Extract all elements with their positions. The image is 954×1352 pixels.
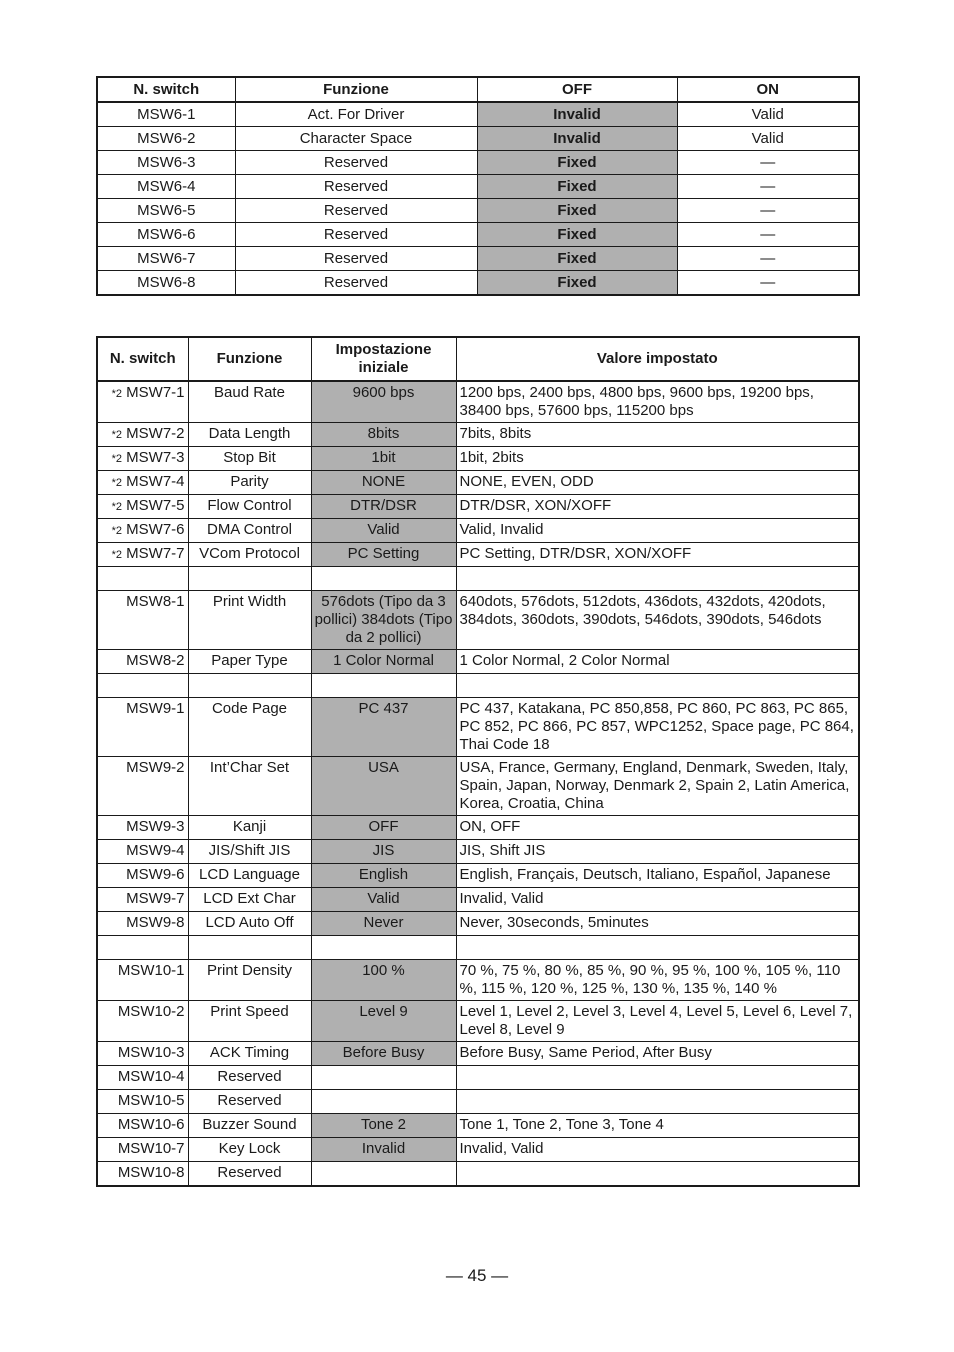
initial-setting-cell [311,1066,456,1090]
table-row [97,698,859,757]
switch-cell [97,543,188,567]
initial-setting-cell: Valid [311,519,456,543]
set-values-cell [456,1162,859,1187]
table-body [97,102,859,295]
header-function: Funzione [188,337,311,381]
set-values-cell: JIS, Shift JIS [456,840,859,864]
switch-cell: MSW6-1 [97,102,235,127]
switch-id: MSW8-2 [126,652,185,669]
set-values-cell [456,1066,859,1090]
switch-id: MSW7-1 [126,384,185,401]
function-cell: Reserved [235,247,477,271]
function-cell: Reserved [188,1090,311,1114]
function-cell: Stop Bit [188,447,311,471]
table-row [97,864,859,888]
function-cell: Parity [188,471,311,495]
set-values-cell: USA, France, Germany, England, Denmark, Sweden, Italy, Spain, Japan, Norway, Denmark 2, Spain 2, Latin America, Korea, Croatia, China [456,757,859,816]
table-row [97,381,859,423]
set-values-cell: Tone 1, Tone 2, Tone 3, Tone 4 [456,1114,859,1138]
switch-cell [97,912,188,936]
function-cell: Paper Type [188,650,311,674]
table-row [97,591,859,650]
initial-setting-cell: Invalid [311,1138,456,1162]
initial-setting-cell: PC 437 [311,698,456,757]
switch-id: MSW10-4 [117,1068,185,1085]
switch-cell [97,495,188,519]
table-row [97,1090,859,1114]
empty-cell [456,936,859,960]
empty-cell [97,674,188,698]
switch-id: MSW7-3 [126,449,185,466]
switch-cell [97,447,188,471]
function-cell: JIS/Shift JIS [188,840,311,864]
function-cell: Print Width [188,591,311,650]
function-cell: Reserved [235,151,477,175]
function-cell: Buzzer Sound [188,1114,311,1138]
initial-setting-cell: Tone 2 [311,1114,456,1138]
on-cell: Valid [677,127,859,151]
table-row [97,447,859,471]
initial-setting-cell: JIS [311,840,456,864]
switch-cell [97,650,188,674]
switch-cell: MSW6-8 [97,271,235,296]
header-function: Funzione [235,77,477,102]
function-cell: Print Density [188,960,311,1001]
switch-id: MSW10-2 [117,1003,185,1020]
switch-cell [97,698,188,757]
initial-setting-cell: Level 9 [311,1001,456,1042]
initial-setting-cell: Before Busy [311,1042,456,1066]
function-cell: Reserved [235,223,477,247]
set-values-cell: English, Français, Deutsch, Italiano, Español, Japanese [456,864,859,888]
table-body [97,381,859,1186]
table-row [97,1001,859,1042]
function-cell: LCD Language [188,864,311,888]
table-row [97,495,859,519]
initial-setting-cell: USA [311,757,456,816]
header-off: OFF [477,77,677,102]
switch-cell [97,1042,188,1066]
on-cell: — [677,271,859,296]
set-values-cell: Invalid, Valid [456,888,859,912]
set-values-cell [456,1090,859,1114]
table-row [97,151,859,175]
footnote-mark: *2 [111,388,122,400]
switch-cell [97,864,188,888]
switch-id: MSW9-6 [126,866,185,883]
off-cell: Fixed [477,247,677,271]
switch-cell [97,1001,188,1042]
initial-setting-cell: 1 Color Normal [311,650,456,674]
initial-setting-cell: 100 % [311,960,456,1001]
off-cell: Invalid [477,102,677,127]
switch-cell [97,888,188,912]
function-cell: Reserved [235,199,477,223]
switch-id: MSW9-4 [126,842,185,859]
set-values-cell: 70 %, 75 %, 80 %, 85 %, 90 %, 95 %, 100 %, 105 %, 110 %, 115 %, 120 %, 125 %, 130 %, 135 %, 140 % [456,960,859,1001]
table-row [97,1066,859,1090]
off-cell: Fixed [477,175,677,199]
function-cell: Key Lock [188,1138,311,1162]
on-cell: — [677,199,859,223]
table-row [97,175,859,199]
separator-row [97,674,859,698]
on-cell: Valid [677,102,859,127]
initial-setting-cell: NONE [311,471,456,495]
empty-cell [97,567,188,591]
function-cell: Act. For Driver [235,102,477,127]
initial-setting-cell: Never [311,912,456,936]
footnote-mark: *2 [111,429,122,441]
footnote-mark: *2 [111,549,122,561]
switch-id: MSW10-7 [117,1140,185,1157]
initial-setting-cell: 1bit [311,447,456,471]
switch-cell [97,423,188,447]
header-set-values: Valore impostato [456,337,859,381]
switch-id: MSW10-1 [117,962,185,979]
on-cell: — [677,247,859,271]
function-cell: Kanji [188,816,311,840]
header-initial-setting: Impostazione iniziale [311,337,456,381]
table-row [97,1138,859,1162]
function-cell: Character Space [235,127,477,151]
table-row [97,543,859,567]
switch-cell: MSW6-5 [97,199,235,223]
switch-cell: MSW6-7 [97,247,235,271]
table-row [97,960,859,1001]
off-cell: Invalid [477,127,677,151]
function-cell: VCom Protocol [188,543,311,567]
switch-id: MSW9-7 [126,890,185,907]
function-cell: Print Speed [188,1001,311,1042]
off-cell: Fixed [477,223,677,247]
function-cell: Reserved [235,271,477,296]
set-values-cell: 7bits, 8bits [456,423,859,447]
switch-cell: MSW6-3 [97,151,235,175]
table-header-row [97,337,859,381]
function-cell: ACK Timing [188,1042,311,1066]
function-cell: Reserved [188,1162,311,1187]
table-row [97,271,859,296]
table-row [97,519,859,543]
table-row [97,912,859,936]
initial-setting-cell: English [311,864,456,888]
empty-cell [188,567,311,591]
switch-cell [97,519,188,543]
set-values-cell: Never, 30seconds, 5minutes [456,912,859,936]
initial-setting-cell: Valid [311,888,456,912]
set-values-cell: 1 Color Normal, 2 Color Normal [456,650,859,674]
function-cell: Flow Control [188,495,311,519]
separator-row [97,567,859,591]
initial-setting-cell: 9600 bps [311,381,456,423]
set-values-cell: ON, OFF [456,816,859,840]
empty-cell [311,936,456,960]
switch-cell [97,591,188,650]
function-cell: LCD Ext Char [188,888,311,912]
switch-id: MSW9-2 [126,759,185,776]
switch-cell [97,1162,188,1187]
switch-id: MSW7-2 [126,425,185,442]
switch-cell [97,1090,188,1114]
initial-setting-cell [311,1090,456,1114]
empty-cell [97,936,188,960]
switch-cell [97,840,188,864]
table-row [97,1162,859,1187]
function-cell: Int’Char Set [188,757,311,816]
table-row [97,840,859,864]
function-cell: Baud Rate [188,381,311,423]
separator-row [97,936,859,960]
function-cell: Code Page [188,698,311,757]
off-cell: Fixed [477,151,677,175]
function-cell: DMA Control [188,519,311,543]
table-row [97,127,859,151]
header-switch: N. switch [97,77,235,102]
switch-cell [97,960,188,1001]
switch-id: MSW7-4 [126,473,185,490]
initial-setting-cell [311,1162,456,1187]
table-row [97,247,859,271]
table-header-row [97,77,859,102]
table-row [97,1042,859,1066]
switch-id: MSW7-6 [126,521,185,538]
set-values-cell: PC 437, Katakana, PC 850,858, PC 860, PC 863, PC 865, PC 852, PC 866, PC 857, WPC1252, Space page, PC 864, Thai Code 18 [456,698,859,757]
memory-switch-table [96,336,860,1187]
table-row [97,471,859,495]
set-values-cell: 1200 bps, 2400 bps, 4800 bps, 9600 bps, 19200 bps, 38400 bps, 57600 bps, 115200 bps [456,381,859,423]
switch-id: MSW10-8 [117,1164,185,1181]
switch-id: MSW10-6 [117,1116,185,1133]
empty-cell [188,936,311,960]
function-cell: Reserved [188,1066,311,1090]
footnote-mark: *2 [111,525,122,537]
function-cell: Reserved [235,175,477,199]
initial-setting-cell: PC Setting [311,543,456,567]
set-values-cell: 640dots, 576dots, 512dots, 436dots, 432dots, 420dots, 384dots, 360dots, 390dots, 546dots, 390dots, 546dots [456,591,859,650]
initial-setting-cell: 8bits [311,423,456,447]
function-cell: LCD Auto Off [188,912,311,936]
switch-id: MSW9-3 [126,818,185,835]
table-row [97,223,859,247]
initial-setting-cell: 576dots (Tipo da 3 pollici) 384dots (Tipo da 2 pollici) [311,591,456,650]
switch-cell [97,471,188,495]
dip-switch-table-msw6 [96,76,860,296]
on-cell: — [677,175,859,199]
off-cell: Fixed [477,199,677,223]
switch-id: MSW10-3 [117,1044,185,1061]
switch-cell: MSW6-6 [97,223,235,247]
set-values-cell: Before Busy, Same Period, After Busy [456,1042,859,1066]
footnote-mark: *2 [111,453,122,465]
set-values-cell: Invalid, Valid [456,1138,859,1162]
on-cell: — [677,151,859,175]
empty-cell [188,674,311,698]
table-row [97,650,859,674]
table-row [97,757,859,816]
empty-cell [311,567,456,591]
switch-cell [97,1066,188,1090]
switch-id: MSW9-8 [126,914,185,931]
footnote-mark: *2 [111,501,122,513]
switch-id: MSW8-1 [126,593,185,610]
function-cell: Data Length [188,423,311,447]
empty-cell [456,567,859,591]
initial-setting-cell: DTR/DSR [311,495,456,519]
set-values-cell: PC Setting, DTR/DSR, XON/XOFF [456,543,859,567]
table-row [97,423,859,447]
switch-cell [97,1138,188,1162]
off-cell: Fixed [477,271,677,296]
switch-id: MSW7-5 [126,497,185,514]
switch-id: MSW9-1 [126,700,185,717]
table-row [97,816,859,840]
switch-id: MSW7-7 [126,545,185,562]
switch-cell [97,816,188,840]
set-values-cell: Level 1, Level 2, Level 3, Level 4, Level 5, Level 6, Level 7, Level 8, Level 9 [456,1001,859,1042]
footnote-mark: *2 [111,477,122,489]
switch-cell [97,1114,188,1138]
table-row [97,199,859,223]
page-number: — 45 — [445,1266,509,1285]
empty-cell [456,674,859,698]
switch-id: MSW10-5 [117,1092,185,1109]
switch-cell [97,757,188,816]
table-row [97,888,859,912]
switch-cell: MSW6-2 [97,127,235,151]
table-row [97,1114,859,1138]
header-on: ON [677,77,859,102]
switch-cell [97,381,188,423]
header-switch: N. switch [97,337,188,381]
empty-cell [311,674,456,698]
set-values-cell: NONE, EVEN, ODD [456,471,859,495]
switch-cell: MSW6-4 [97,175,235,199]
set-values-cell: DTR/DSR, XON/XOFF [456,495,859,519]
set-values-cell: 1bit, 2bits [456,447,859,471]
table-row [97,102,859,127]
initial-setting-cell: OFF [311,816,456,840]
on-cell: — [677,223,859,247]
set-values-cell: Valid, Invalid [456,519,859,543]
